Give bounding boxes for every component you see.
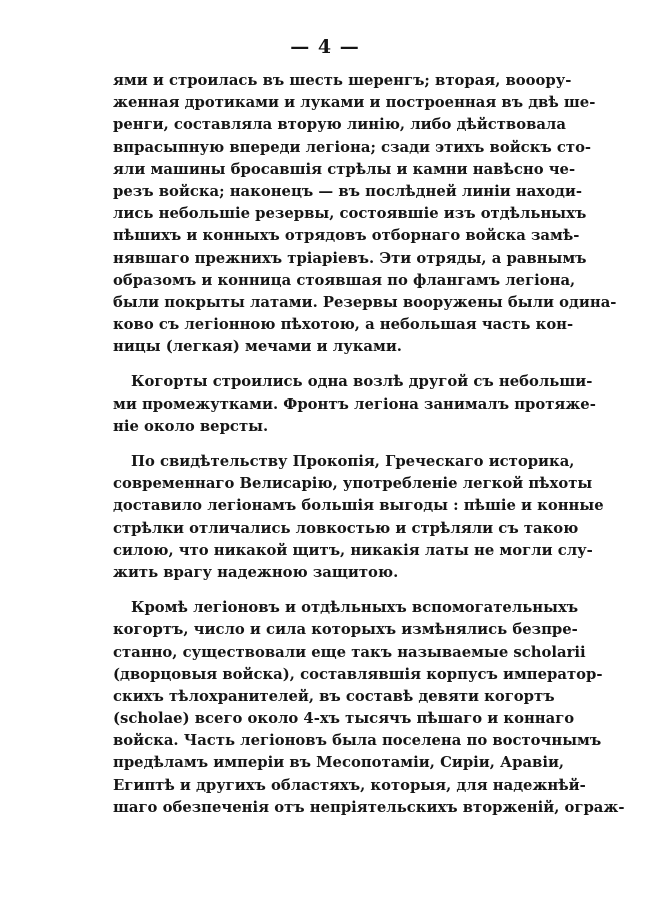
text-line: современнаго Велисарію, употребленіе легкой пѣхоты: [113, 475, 593, 493]
text-line: доставило легіонамъ большія выгоды : пѣшіе и конные: [113, 497, 604, 515]
text-line: станно, существовали еще такъ называемые scholarii: [113, 643, 586, 661]
paragraph: [113, 70, 617, 358]
text-line: пѣшихъ и конныхъ отрядовъ отборнаго войска замѣ-: [113, 227, 580, 245]
text-line: (scholae) всего около 4-хъ тысячъ пѣшаго и коннаго: [113, 710, 575, 728]
text-line: По свидѣтельству Прокопія, Греческаго историка,: [131, 453, 575, 470]
text-line: стрѣлки отличались ловкостью и стрѣляли съ такою: [113, 519, 579, 537]
text-line: ренги, составляла вторую линію, либо дѣйствовала: [113, 116, 566, 134]
paragraph: [113, 371, 596, 438]
paragraph-gap: [113, 584, 543, 597]
text-line: войска. Часть легіоновъ была поселена по восточнымъ: [113, 732, 602, 750]
paragraph: [113, 451, 604, 584]
text-line: ково съ легіонною пѣхотою, а небольшая часть кон-: [113, 316, 574, 334]
text-line: впрасыпную впереди легіона; сзади этихъ войскъ сто-: [113, 138, 592, 156]
text-line: ницы (легкая) мечами и луками.: [113, 338, 402, 356]
text-line: шаго обезпеченія отъ непріятельскихъ вторженій, ограж-: [113, 798, 625, 816]
text-line: (дворцовыя войска), составлявшія корпусъ император-: [113, 665, 603, 683]
text-line: нявшаго прежнихъ тріаріевъ. Эти отряды, а равнымъ: [113, 249, 587, 267]
text-line: лись небольшіе резервы, состоявшіе изъ отдѣльныхъ: [113, 205, 587, 223]
body-text: [113, 70, 625, 819]
text-line: Когорты строились одна возлѣ другой съ небольши-: [131, 373, 593, 391]
text-line: образомъ и конница стоявшая по флангамъ легіона,: [113, 271, 576, 289]
text-line: предѣламъ имперіи въ Месопотаміи, Сиріи, Аравіи,: [113, 754, 565, 772]
text-line: скихъ тѣлохранителей, въ составѣ девяти когортъ: [113, 687, 555, 705]
text-line: ями и строилась въ шесть шеренгъ; вторая, вооору-: [113, 72, 572, 89]
text-line: ми промежутками. Фронтъ легіона занималъ протяже-: [113, 395, 596, 413]
text-line: ніе около версты.: [113, 417, 269, 435]
text-line: Египтѣ и другихъ областяхъ, которыя, для надежнѣй-: [113, 776, 586, 794]
paragraph-gap: [113, 358, 543, 371]
text-line: жить врагу надежною защитою.: [113, 563, 399, 581]
text-line: Кромѣ легіоновъ и отдѣльныхъ вспомогательныхъ: [131, 599, 579, 617]
text-line: когортъ, число и сила которыхъ измѣнялись безпре-: [113, 621, 578, 639]
text-line: были покрыты латами. Резервы вооружены были одина-: [113, 293, 617, 311]
text-line: силою, что никакой щитъ, никакія латы не могли слу-: [113, 541, 593, 559]
paragraph-gap: [113, 438, 543, 451]
text-line: яли машины бросавшія стрѣлы и камни навѣсно че-: [113, 160, 576, 178]
text-line: женная дротиками и луками и построенная въ двѣ ше-: [113, 94, 596, 112]
text-line: резъ войска; наконецъ — въ послѣдней линіи находи-: [113, 182, 582, 200]
paragraph: [113, 597, 625, 819]
page-number: — 4 —: [290, 36, 360, 58]
